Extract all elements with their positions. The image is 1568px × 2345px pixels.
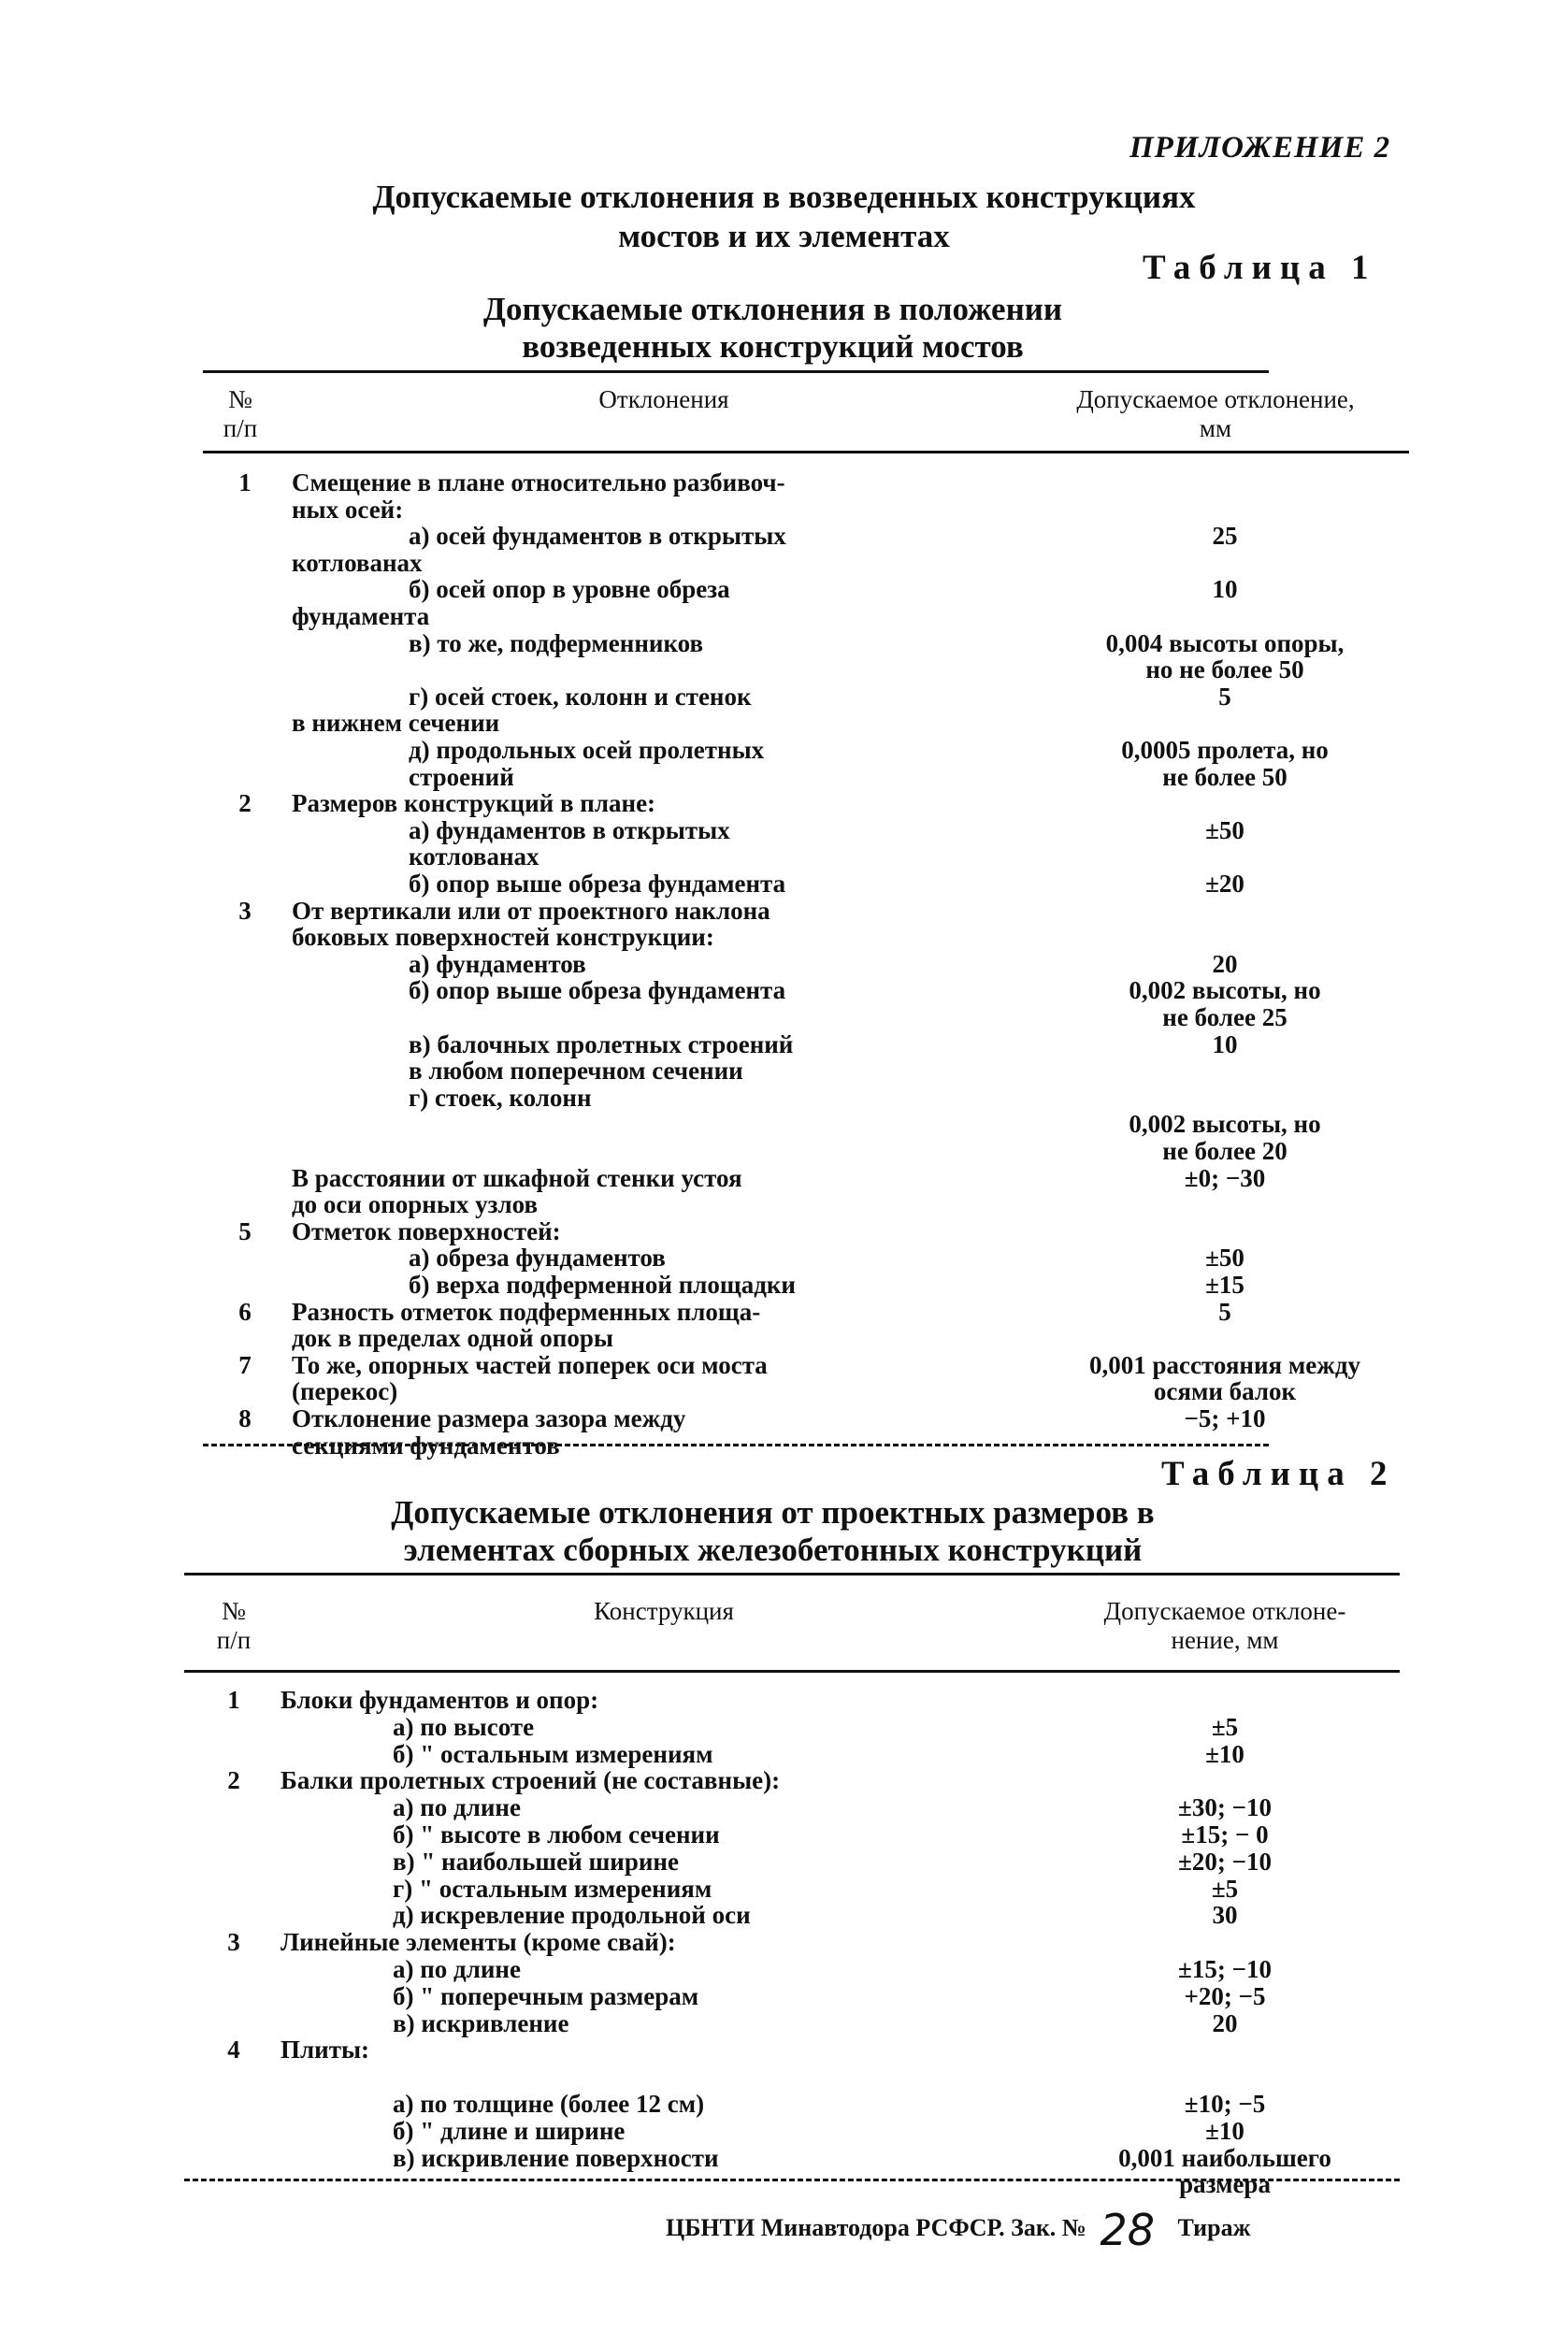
table-row-text: док в пределах одной опоры bbox=[292, 1324, 613, 1353]
table-row-number: 8 bbox=[238, 1404, 252, 1432]
table-row-text: а) по толщине (более 12 см) bbox=[393, 2090, 705, 2118]
table-row-value: 5 bbox=[1218, 1297, 1231, 1326]
table-row-text: боковых поверхностей конструкции: bbox=[292, 923, 714, 952]
table-row-text: б) " высоте в любом сечении bbox=[393, 1820, 720, 1849]
table-row-text: секциями фундаментов bbox=[292, 1431, 560, 1460]
table1-header-num bbox=[208, 385, 273, 443]
table2-title-line2: элементах сборных железобетонных конструкций bbox=[403, 1532, 1143, 1568]
table-row-value: ±10; −5 bbox=[1184, 2090, 1266, 2118]
table-row-text: б) опор выше обреза фундамента bbox=[409, 870, 786, 898]
table1-label: Таблица 1 bbox=[1143, 249, 1377, 287]
table-row-text: (перекос) bbox=[292, 1377, 398, 1406]
table-row-text: до оси опорных узлов bbox=[292, 1190, 539, 1219]
table-row-number: 3 bbox=[238, 896, 252, 925]
table-row-value: 10 bbox=[1212, 1029, 1238, 1058]
table-row-value: ±50 bbox=[1205, 815, 1244, 844]
table-row-value: ±20; −10 bbox=[1178, 1847, 1272, 1876]
table1-top-rule bbox=[203, 370, 1269, 373]
table-row-text: г) " остальным измерениям bbox=[393, 1874, 712, 1903]
appendix-label: ПРИЛОЖЕНИЕ 2 bbox=[1129, 131, 1391, 165]
table-row-value: не более 50 bbox=[1162, 762, 1287, 791]
table2-header-allowed bbox=[1038, 1597, 1412, 1655]
table2-top-rule bbox=[184, 1573, 1400, 1575]
table-row-text: фундамента bbox=[292, 602, 430, 630]
table2-header-allowed-line1: Допускаемое отклоне- bbox=[1103, 1597, 1346, 1625]
main-title-line2: мостов и их элементах bbox=[618, 218, 950, 254]
table-row-text: в) искривление поверхности bbox=[393, 2143, 719, 2172]
table-row-text: б) " длине и ширине bbox=[393, 2116, 626, 2145]
table-row-value: 30 bbox=[1212, 1901, 1238, 1930]
table-row-value: ±5 bbox=[1211, 1712, 1239, 1741]
table1-header-num-line2: п/п bbox=[223, 414, 258, 442]
table-row-text: котлованах bbox=[292, 548, 423, 577]
footer-order-number: 28 bbox=[1100, 2205, 1155, 2255]
table2-header-num bbox=[196, 1597, 271, 1655]
table-row-value: +20; −5 bbox=[1184, 1981, 1266, 2010]
table2-label: Таблица 2 bbox=[1161, 1455, 1396, 1493]
table-row-number: 6 bbox=[238, 1297, 252, 1326]
table-row-value: 0,002 высоты, но bbox=[1129, 1110, 1321, 1139]
table-row-value: ±20 bbox=[1205, 870, 1244, 898]
table-row-value: не более 20 bbox=[1162, 1137, 1287, 1165]
table-row-value: ±10 bbox=[1205, 1739, 1244, 1768]
footer-imprint bbox=[666, 2205, 1250, 2255]
table-row-value: 0,002 высоты, но bbox=[1129, 976, 1321, 1005]
table1-header-allowed bbox=[1019, 385, 1412, 443]
main-title-line1: Допускаемые отклонения в возведенных конструкциях bbox=[372, 179, 1196, 215]
table-row-text: б) осей опор в уровне обреза bbox=[409, 575, 730, 604]
table2-header-num-line2: п/п bbox=[216, 1626, 252, 1654]
table-row-value: 0,001 расстояния между bbox=[1088, 1350, 1361, 1379]
table-row-text: Смещение в плане относительно разбивоч- bbox=[292, 468, 785, 496]
table-row-value: −5; +10 bbox=[1184, 1404, 1266, 1432]
table-row-number: 5 bbox=[238, 1216, 252, 1245]
table-row-text: а) по высоте bbox=[393, 1712, 535, 1741]
table-row-value: 20 bbox=[1212, 2008, 1238, 2037]
table2-header-construction: Конструкция bbox=[594, 1597, 734, 1625]
table-row-text: От вертикали или от проектного наклона bbox=[292, 896, 770, 925]
footer-publisher: ЦБНТИ Минавтодора РСФСР. Зак. № bbox=[666, 2213, 1086, 2241]
table-row-text: ных осей: bbox=[292, 495, 404, 524]
table-row-number: 2 bbox=[227, 1766, 240, 1795]
table-row-value: ±15 bbox=[1205, 1271, 1244, 1299]
table-row-text: г) стоек, колонн bbox=[409, 1083, 592, 1112]
table-row-text: То же, опорных частей поперек оси моста bbox=[292, 1350, 768, 1379]
table2-header-allowed-line2: нение, мм bbox=[1171, 1626, 1279, 1654]
table-row-value: осями балок bbox=[1153, 1377, 1297, 1406]
table1-header-allowed-line2: мм bbox=[1199, 414, 1232, 442]
table-row-text: б) " остальным измерениям bbox=[393, 1739, 713, 1768]
table-row-text: б) " поперечным размерам bbox=[393, 1981, 699, 2010]
table1-bottom-rule bbox=[203, 1444, 1269, 1446]
table1-title-line2: возведенных конструкций мостов bbox=[522, 328, 1024, 365]
table-row-number: 3 bbox=[227, 1928, 240, 1957]
table2-bottom-rule bbox=[184, 2179, 1400, 2181]
table-row-text: Блоки фундаментов и опор: bbox=[281, 1686, 599, 1714]
table-row-text: б) опор выше обреза фундамента bbox=[409, 976, 786, 1005]
table2-header-rule bbox=[184, 1670, 1400, 1673]
table-row-text: строений bbox=[409, 762, 514, 791]
table1-header-deviation: Отклонения bbox=[598, 385, 729, 413]
table2-header-num-line1: № bbox=[222, 1597, 246, 1625]
table-row-value: 5 bbox=[1218, 682, 1231, 711]
table-row-value: ±10 bbox=[1205, 2116, 1244, 2145]
table-row-text: д) искревление продольной оси bbox=[393, 1901, 751, 1930]
table-row-text: котлованах bbox=[409, 842, 539, 871]
table-row-text: Размеров конструкций в плане: bbox=[292, 789, 656, 818]
table1-header-rule bbox=[203, 451, 1409, 453]
table2-title-line1: Допускаемые отклонения от проектных размеров в bbox=[391, 1494, 1155, 1531]
table-row-value: 20 bbox=[1212, 949, 1238, 978]
table-row-text: Плиты: bbox=[281, 2036, 370, 2064]
footer-circulation-label: Тираж bbox=[1177, 2213, 1251, 2241]
table-row-number: 1 bbox=[227, 1686, 240, 1714]
table-row-text: б) верха подферменной площадки bbox=[409, 1271, 796, 1299]
table-row-text: Отклонение размера зазора между bbox=[292, 1404, 686, 1432]
table-row-value: ±0; −30 bbox=[1184, 1163, 1266, 1192]
table-row-text: а) фундаментов в открытых bbox=[409, 815, 730, 844]
table-row-text: в) балочных пролетных строений bbox=[409, 1029, 794, 1058]
table-row-value: 10 bbox=[1212, 575, 1238, 604]
table-row-text: г) осей стоек, колонн и стенок bbox=[409, 682, 752, 711]
table-row-number: 4 bbox=[227, 2036, 240, 2064]
table1-header-num-line1: № bbox=[228, 385, 252, 413]
table-row-text: а) по длине bbox=[393, 1955, 521, 1983]
table-row-text: Отметок поверхностей: bbox=[292, 1216, 561, 1245]
table-row-text: а) осей фундаментов в открытых bbox=[409, 522, 786, 551]
table-row-number: 7 bbox=[238, 1350, 252, 1379]
table-row-value: размера bbox=[1179, 2170, 1271, 2199]
table-row-text: в нижнем сечении bbox=[292, 709, 500, 738]
table-row-text: Разность отметок подферменных площа- bbox=[292, 1297, 761, 1326]
table-row-text: в) искривление bbox=[393, 2008, 569, 2037]
table1-header-allowed-line1: Допускаемое отклонение, bbox=[1076, 385, 1355, 413]
table-row-value: ±30; −10 bbox=[1178, 1793, 1272, 1822]
table-row-value: ±50 bbox=[1205, 1244, 1244, 1273]
table-row-text: а) по длине bbox=[393, 1793, 521, 1822]
table-row-text: В расстоянии от шкафной стенки устоя bbox=[292, 1163, 742, 1192]
table-row-value: ±15; − 0 bbox=[1181, 1820, 1269, 1849]
table-row-text: в) то же, подферменников bbox=[409, 628, 704, 657]
table-row-number: 1 bbox=[238, 468, 252, 496]
table-row-text: а) фундаментов bbox=[409, 949, 586, 978]
table-row-value: 0,001 наибольшего bbox=[1118, 2143, 1331, 2172]
table-row-value: не более 25 bbox=[1162, 1003, 1287, 1031]
table-row-text: в) " наибольшей ширине bbox=[393, 1847, 679, 1876]
table-row-value: 0,0005 пролета, но bbox=[1121, 736, 1329, 764]
table-row-value: ±5 bbox=[1211, 1874, 1239, 1903]
table-row-text: Линейные элементы (кроме свай): bbox=[281, 1928, 676, 1957]
table-row-number: 2 bbox=[238, 789, 252, 818]
table-row-value: 0,004 высоты опоры, bbox=[1105, 628, 1345, 657]
table1-title-line1: Допускаемые отклонения в положении bbox=[482, 291, 1063, 327]
table-row-text: д) продольных осей пролетных bbox=[409, 736, 765, 764]
table-row-text: Балки пролетных строений (не составные): bbox=[281, 1766, 781, 1795]
table-row-text: а) обреза фундаментов bbox=[409, 1244, 666, 1273]
table-row-value: ±15; −10 bbox=[1178, 1955, 1272, 1983]
table-row-text: в любом поперечном сечении bbox=[409, 1057, 743, 1086]
table-row-value: 25 bbox=[1212, 522, 1238, 551]
table-row-value: но не более 50 bbox=[1145, 655, 1304, 684]
